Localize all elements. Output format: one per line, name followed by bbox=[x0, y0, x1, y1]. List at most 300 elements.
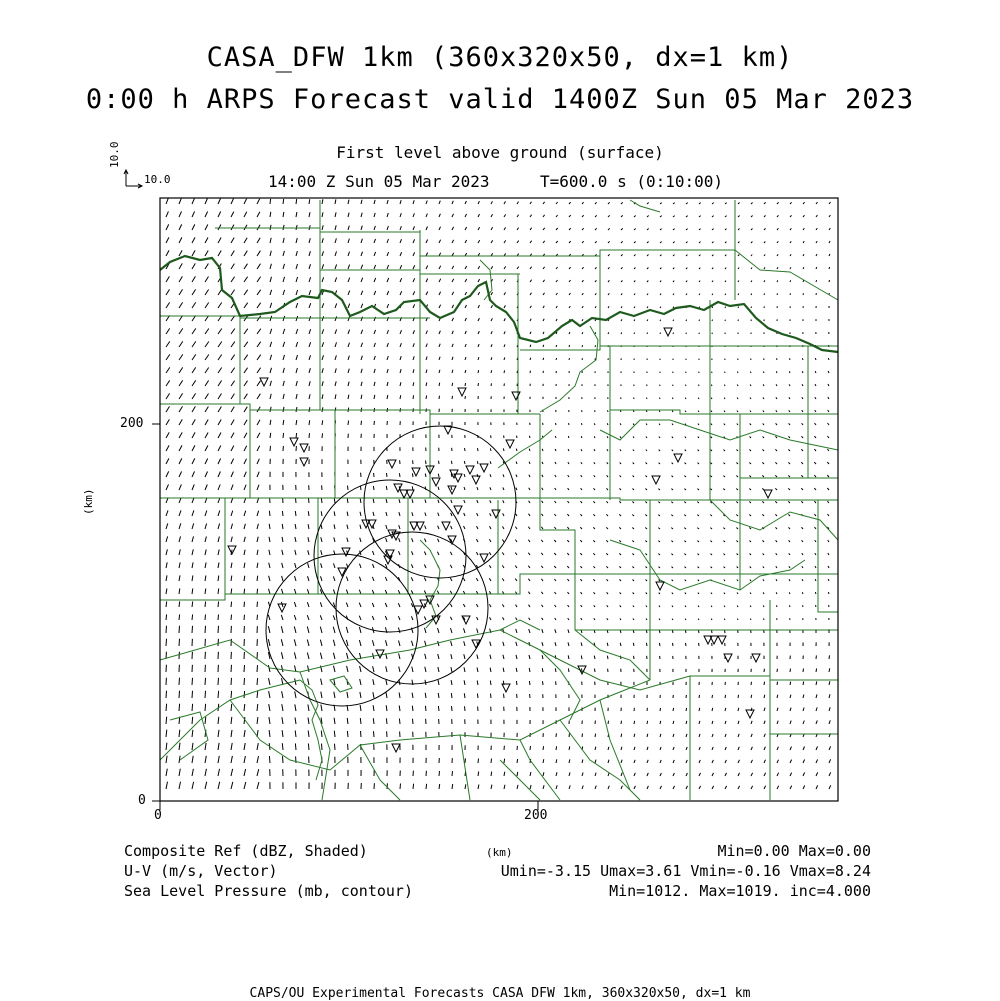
wind-vector bbox=[231, 782, 233, 789]
wind-vector bbox=[828, 397, 829, 399]
wind-vector bbox=[231, 420, 234, 425]
wind-vector bbox=[816, 746, 818, 750]
wind-vector bbox=[322, 329, 324, 334]
wind-vector bbox=[699, 773, 701, 776]
wind-vector bbox=[244, 199, 247, 204]
wind-vector bbox=[490, 513, 491, 516]
wind-vector bbox=[320, 602, 322, 607]
wind-vector bbox=[685, 450, 686, 451]
wind-vector bbox=[621, 267, 623, 269]
wind-vector bbox=[192, 406, 195, 412]
wind-vector bbox=[465, 318, 466, 321]
wind-vector bbox=[594, 423, 595, 425]
wind-vector bbox=[374, 382, 375, 386]
wind-vector bbox=[244, 303, 248, 308]
wind-vector bbox=[398, 603, 400, 607]
wind-vector bbox=[633, 450, 634, 452]
wind-vector bbox=[166, 471, 169, 477]
wind-vector bbox=[646, 424, 647, 426]
wind-vector bbox=[346, 590, 348, 594]
wind-vector bbox=[712, 294, 713, 295]
wind-vector bbox=[491, 759, 492, 763]
wind-vector bbox=[491, 331, 492, 334]
station-marker bbox=[466, 466, 474, 474]
wind-vector bbox=[218, 342, 222, 348]
wind-vector bbox=[542, 605, 544, 607]
wind-vector bbox=[686, 747, 687, 750]
wind-vector bbox=[671, 554, 673, 555]
wind-vector bbox=[827, 488, 829, 490]
wind-vector bbox=[205, 394, 209, 400]
wind-vector bbox=[672, 463, 673, 464]
wind-vector bbox=[270, 212, 271, 217]
wind-vector bbox=[673, 255, 675, 256]
wind-vector bbox=[697, 502, 699, 503]
wind-vector bbox=[660, 294, 661, 295]
wind-vector bbox=[257, 407, 260, 412]
wind-vector bbox=[464, 487, 465, 490]
wind-vector bbox=[400, 369, 401, 373]
wind-vector bbox=[322, 433, 323, 438]
wind-vector bbox=[515, 540, 517, 542]
wind-vector bbox=[464, 680, 465, 685]
wind-vector bbox=[387, 252, 389, 256]
wind-vector bbox=[166, 536, 168, 542]
wind-vector bbox=[478, 785, 479, 790]
wind-vector bbox=[361, 382, 362, 386]
wind-vector bbox=[764, 682, 765, 685]
wind-vector bbox=[660, 281, 661, 282]
wind-vector bbox=[528, 553, 530, 555]
wind-vector bbox=[762, 501, 764, 503]
wind-vector bbox=[179, 536, 181, 542]
wind-vector bbox=[698, 450, 699, 451]
wind-vector bbox=[386, 512, 387, 516]
wind-vector bbox=[321, 537, 322, 542]
wind-vector bbox=[749, 528, 751, 530]
wind-vector bbox=[179, 614, 180, 620]
wind-vector bbox=[646, 580, 647, 582]
wind-vector bbox=[816, 707, 817, 711]
wind-vector bbox=[335, 381, 336, 386]
wind-vector bbox=[582, 267, 584, 269]
wind-vector bbox=[334, 537, 335, 542]
wind-vector bbox=[790, 669, 791, 672]
wind-vector bbox=[322, 277, 324, 282]
wind-vector bbox=[790, 773, 792, 776]
wind-vector bbox=[502, 578, 504, 581]
wind-vector bbox=[556, 267, 558, 269]
wind-vector bbox=[671, 489, 673, 490]
wind-vector bbox=[828, 423, 830, 425]
wind-vector bbox=[179, 704, 180, 711]
wind-vector bbox=[257, 615, 258, 620]
wind-vector bbox=[829, 668, 830, 672]
wind-vector bbox=[192, 769, 193, 776]
wind-vector bbox=[231, 743, 232, 750]
wind-vector bbox=[776, 410, 777, 412]
wind-vector bbox=[257, 251, 260, 256]
wind-vector bbox=[569, 293, 570, 295]
wind-vector bbox=[803, 293, 804, 295]
wind-vector bbox=[218, 550, 219, 556]
wind-vector bbox=[348, 421, 349, 425]
wind-vector bbox=[490, 487, 491, 490]
wind-vector bbox=[257, 589, 258, 594]
wind-vector bbox=[166, 626, 167, 633]
wind-vector bbox=[387, 226, 388, 230]
wind-vector bbox=[438, 513, 439, 516]
wind-vector bbox=[231, 691, 232, 698]
wind-vector bbox=[595, 228, 597, 230]
wind-vector bbox=[751, 695, 752, 698]
wind-vector bbox=[671, 515, 673, 516]
wind-vector bbox=[373, 551, 375, 555]
wind-vector bbox=[179, 549, 180, 555]
wind-vector bbox=[399, 551, 401, 555]
wind-vector bbox=[699, 760, 700, 763]
wind-vector bbox=[503, 642, 504, 646]
wind-vector bbox=[555, 488, 556, 490]
wind-vector bbox=[296, 498, 297, 503]
wind-vector bbox=[348, 200, 349, 204]
wind-vector bbox=[296, 394, 297, 399]
wind-vector bbox=[244, 485, 246, 490]
wind-vector bbox=[777, 721, 778, 724]
wind-vector bbox=[802, 397, 803, 399]
wind-vector bbox=[335, 316, 337, 321]
wind-vector bbox=[647, 760, 648, 763]
wind-vector bbox=[387, 265, 389, 269]
wind-vector bbox=[465, 201, 466, 204]
wind-vector bbox=[803, 721, 804, 725]
wind-vector bbox=[361, 226, 362, 230]
wind-vector bbox=[257, 537, 258, 542]
wind-vector bbox=[452, 706, 453, 711]
wind-vector bbox=[607, 643, 608, 646]
wind-vector bbox=[205, 769, 206, 776]
wind-vector bbox=[828, 553, 829, 555]
wind-vector bbox=[528, 540, 530, 542]
wind-vector bbox=[738, 786, 740, 789]
wind-vector bbox=[790, 760, 792, 763]
wind-vector bbox=[529, 629, 530, 633]
wind-vector bbox=[426, 279, 428, 283]
wind-vector bbox=[413, 265, 415, 269]
wind-vector bbox=[478, 266, 480, 269]
wind-vector bbox=[192, 510, 194, 516]
wind-vector bbox=[439, 784, 440, 789]
wind-vector bbox=[218, 678, 219, 685]
wind-vector bbox=[686, 643, 687, 646]
wind-vector bbox=[712, 307, 713, 308]
wind-vector bbox=[582, 786, 583, 790]
wind-vector bbox=[673, 760, 674, 763]
wind-vector bbox=[673, 721, 674, 724]
wind-vector bbox=[725, 294, 726, 295]
wind-vector bbox=[737, 580, 738, 582]
wind-vector bbox=[335, 277, 337, 282]
wind-vector bbox=[464, 654, 465, 659]
wind-vector bbox=[776, 527, 778, 529]
wind-vector bbox=[737, 554, 738, 556]
wind-vector bbox=[166, 289, 170, 295]
wind-vector bbox=[607, 475, 608, 477]
wind-vector bbox=[491, 370, 492, 373]
wind-vector bbox=[543, 306, 544, 308]
wind-vector bbox=[568, 592, 570, 594]
wind-vector bbox=[686, 760, 687, 763]
wind-vector bbox=[218, 769, 220, 776]
wind-vector bbox=[296, 238, 297, 243]
wind-vector bbox=[699, 268, 700, 269]
wind-vector bbox=[309, 316, 311, 321]
wind-vector bbox=[322, 199, 323, 204]
wind-vector bbox=[672, 411, 673, 412]
wind-vector bbox=[815, 371, 816, 373]
wind-vector bbox=[789, 384, 790, 386]
wind-vector bbox=[829, 720, 830, 724]
wind-vector bbox=[725, 307, 726, 308]
wind-vector bbox=[244, 704, 245, 711]
wind-vector bbox=[750, 398, 751, 400]
wind-vector bbox=[373, 564, 375, 568]
wind-vector bbox=[270, 446, 271, 451]
wind-vector bbox=[322, 420, 323, 425]
wind-vector bbox=[244, 537, 245, 542]
wind-vector bbox=[737, 398, 738, 400]
wind-vector bbox=[710, 489, 712, 490]
wind-vector bbox=[647, 255, 649, 257]
wind-vector bbox=[294, 589, 296, 594]
wind-vector bbox=[257, 212, 260, 217]
wind-vector bbox=[438, 654, 439, 659]
wind-vector bbox=[179, 626, 180, 633]
wind-vector bbox=[673, 333, 674, 334]
wind-vector bbox=[386, 705, 387, 711]
wind-vector bbox=[737, 619, 738, 621]
wind-vector bbox=[725, 747, 726, 750]
wind-vector bbox=[775, 501, 777, 503]
wind-vector bbox=[827, 501, 829, 503]
wind-vector bbox=[543, 785, 544, 789]
wind-vector bbox=[478, 214, 480, 217]
wind-vector bbox=[595, 773, 596, 776]
legend-composite-ref: Composite Ref (dBZ, Shaded) bbox=[124, 842, 368, 860]
wind-vector bbox=[634, 255, 636, 257]
wind-vector bbox=[803, 254, 804, 256]
wind-vector bbox=[672, 606, 673, 607]
wind-vector bbox=[244, 394, 247, 399]
wind-vector bbox=[516, 449, 517, 451]
wind-vector bbox=[776, 436, 778, 438]
wind-vector bbox=[581, 656, 582, 660]
wind-vector bbox=[296, 329, 298, 334]
wind-vector bbox=[621, 228, 623, 230]
wind-vector bbox=[426, 214, 427, 218]
wind-vector bbox=[646, 476, 648, 478]
wind-vector bbox=[763, 449, 765, 451]
wind-vector bbox=[489, 539, 491, 542]
wind-vector bbox=[815, 592, 816, 594]
wind-vector bbox=[477, 668, 478, 673]
wind-vector bbox=[593, 566, 595, 568]
wind-vector bbox=[736, 463, 738, 465]
wind-vector bbox=[192, 484, 194, 490]
wind-vector bbox=[166, 717, 167, 724]
wind-vector bbox=[646, 643, 647, 646]
wind-vector bbox=[347, 692, 348, 698]
wind-vector bbox=[764, 760, 766, 763]
station-marker bbox=[664, 328, 672, 336]
wind-vector bbox=[607, 436, 608, 438]
wind-vector bbox=[425, 526, 426, 530]
wind-vector bbox=[231, 665, 232, 672]
wind-vector bbox=[737, 567, 738, 569]
wind-vector bbox=[608, 293, 609, 295]
wind-vector bbox=[581, 462, 582, 464]
wind-vector bbox=[398, 628, 400, 634]
wind-vector bbox=[166, 704, 167, 711]
wind-vector bbox=[218, 524, 220, 530]
wind-vector bbox=[205, 355, 209, 361]
wind-vector bbox=[789, 566, 790, 568]
wind-vector bbox=[231, 251, 234, 256]
wind-vector bbox=[634, 320, 635, 322]
wind-vector bbox=[320, 653, 322, 659]
wind-vector bbox=[646, 437, 647, 439]
wind-vector bbox=[699, 734, 700, 737]
wind-vector bbox=[673, 281, 674, 282]
wind-vector bbox=[322, 394, 323, 399]
wind-vector bbox=[452, 240, 454, 243]
wind-vector bbox=[360, 512, 361, 516]
wind-vector bbox=[413, 278, 415, 282]
wind-vector bbox=[283, 342, 285, 347]
wind-vector bbox=[660, 320, 661, 321]
wind-vector bbox=[166, 276, 169, 282]
wind-vector bbox=[269, 730, 270, 737]
wind-vector bbox=[607, 605, 608, 607]
wind-vector bbox=[205, 615, 206, 621]
wind-vector bbox=[491, 240, 493, 243]
wind-vector bbox=[530, 280, 532, 282]
wind-vector bbox=[438, 706, 439, 711]
wind-vector bbox=[413, 226, 415, 230]
wind-vector bbox=[166, 614, 167, 620]
wind-vector bbox=[815, 553, 816, 555]
wind-vector bbox=[490, 461, 491, 464]
wind-vector bbox=[451, 513, 452, 516]
wind-vector bbox=[348, 265, 350, 269]
wind-vector bbox=[530, 772, 531, 776]
wind-vector bbox=[581, 605, 582, 607]
wind-vector bbox=[179, 250, 182, 256]
wind-vector bbox=[815, 566, 816, 568]
radar-coverage-rings bbox=[266, 426, 516, 706]
wind-vector bbox=[595, 202, 597, 204]
wind-vector bbox=[751, 786, 753, 789]
wind-vector bbox=[322, 381, 323, 386]
wind-vector bbox=[425, 628, 427, 633]
wind-vector bbox=[348, 356, 349, 360]
wind-vector bbox=[465, 266, 467, 269]
wind-vector bbox=[750, 619, 751, 621]
wind-vector bbox=[737, 411, 738, 413]
wind-vector bbox=[777, 202, 779, 204]
wind-vector bbox=[620, 475, 621, 477]
wind-vector bbox=[412, 473, 413, 477]
wind-vector bbox=[359, 577, 361, 581]
wind-vector bbox=[568, 501, 570, 503]
wind-vector bbox=[763, 566, 764, 568]
wind-vector bbox=[646, 450, 647, 452]
wind-vector bbox=[399, 512, 400, 516]
wind-vector bbox=[737, 541, 739, 543]
wind-vector bbox=[283, 251, 284, 256]
wind-vector bbox=[205, 446, 208, 452]
wind-vector bbox=[530, 345, 531, 347]
wind-vector bbox=[582, 228, 584, 230]
wind-vector bbox=[504, 227, 506, 230]
wind-vector bbox=[542, 668, 543, 672]
wind-vector bbox=[283, 212, 284, 217]
wind-vector bbox=[257, 756, 259, 763]
wind-vector bbox=[490, 526, 492, 529]
wind-vector bbox=[192, 614, 193, 620]
wind-vector bbox=[399, 719, 400, 725]
wind-vector bbox=[283, 199, 284, 204]
station-marker bbox=[458, 388, 466, 396]
wind-vector bbox=[244, 730, 245, 737]
wind-vector bbox=[621, 786, 622, 789]
wind-vector bbox=[542, 488, 543, 490]
wind-vector bbox=[476, 552, 478, 555]
wind-vector bbox=[581, 618, 582, 620]
wind-vector bbox=[608, 721, 609, 724]
legend-uv: U-V (m/s, Vector) bbox=[124, 862, 278, 880]
wind-vector bbox=[387, 304, 389, 308]
wind-vector bbox=[464, 526, 466, 529]
wind-vector bbox=[712, 255, 713, 256]
wind-vector bbox=[647, 786, 648, 789]
wind-vector bbox=[776, 540, 777, 542]
sim-time-label: T=600.0 s (0:10:00) bbox=[540, 172, 723, 191]
wind-vector bbox=[684, 541, 686, 542]
wind-vector bbox=[567, 566, 569, 568]
wind-vector bbox=[321, 550, 322, 555]
wind-vector bbox=[686, 216, 688, 217]
station-marker bbox=[300, 444, 308, 452]
wind-vector bbox=[699, 721, 700, 724]
wind-vector bbox=[244, 472, 246, 477]
wind-vector bbox=[192, 354, 196, 360]
wind-vector bbox=[309, 420, 310, 425]
wind-vector bbox=[387, 369, 388, 373]
wind-vector bbox=[374, 239, 376, 243]
wind-vector bbox=[244, 782, 246, 789]
wind-vector bbox=[439, 383, 440, 386]
wind-vector bbox=[685, 411, 686, 412]
wind-vector bbox=[608, 228, 610, 230]
wind-vector bbox=[698, 463, 700, 464]
wind-vector bbox=[179, 198, 181, 204]
wind-vector bbox=[218, 407, 221, 413]
wind-vector bbox=[438, 693, 439, 698]
wind-vector bbox=[647, 294, 648, 296]
wind-vector bbox=[244, 433, 247, 438]
wind-vector bbox=[777, 358, 778, 360]
